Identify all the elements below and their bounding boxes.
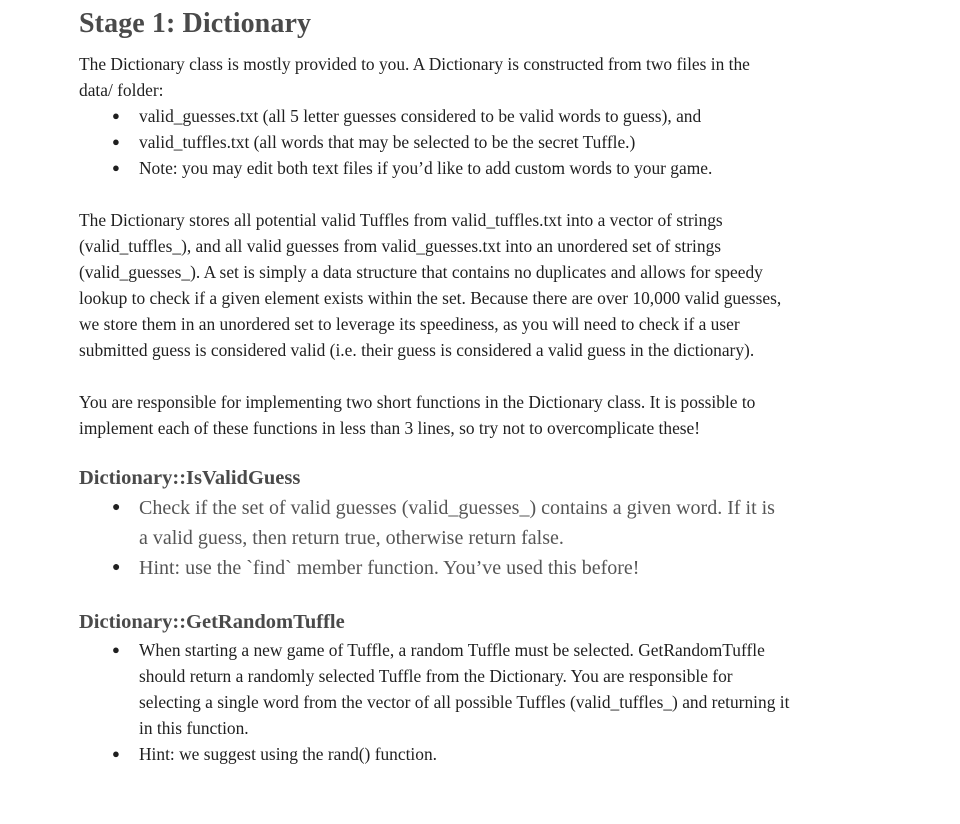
intro-line: data/ folder: [79, 80, 164, 100]
list-item: ● Hint: use the `find` member function. You’ve used this before! [79, 553, 879, 583]
bullet-icon: ● [112, 108, 120, 123]
files-list [79, 103, 879, 181]
bullet-icon: ● [112, 134, 120, 149]
isvalidguess-list [79, 493, 879, 583]
page-title: Stage 1: Dictionary [79, 8, 312, 39]
intro-line: The Dictionary class is mostly provided to you. A Dictionary is constructed from two files in the [79, 54, 750, 74]
bullet-icon: ● [112, 642, 120, 657]
bullet-icon: ● [112, 160, 120, 175]
bullet-icon: ● [112, 500, 121, 515]
getrandomtuffle-list [79, 637, 879, 767]
list-item: ● Note: you may edit both text files if you’d like to add custom words to your game. [79, 155, 879, 181]
list-item: ● valid_tuffles.txt (all words that may be selected to be the secret Tuffle.) [79, 129, 879, 155]
section-heading-getrandomtuffle: Dictionary::GetRandomTuffle [79, 611, 345, 633]
section-heading-isvalidguess: Dictionary::IsValidGuess [79, 467, 301, 489]
bullet-icon: ● [112, 746, 120, 761]
dictionary-description-paragraph: The Dictionary stores all potential valid Tuffles from valid_tuffles.txt into a vector of strings (valid_tuffles_), and all valid guesses from valid_guesses.txt into an unordered set of strings (valid_guesses_). A set is simply a data structure that contains no duplicates and allows for speedy lookup to check if a given element exists within the set. Because there are over 10,000 valid guesses, we store them in an unordered set to leverage its speediness, as you will need to check if a user submitted guess is considered valid (i.e. their guess is considered a valid guess in the dictionary). [79, 210, 782, 360]
intro-paragraph [79, 51, 879, 103]
responsibility-paragraph: You are responsible for implementing two short functions in the Dictionary class. It is possible to implement each of these functions in less than 3 lines, so try not to overcomplicate these! [79, 392, 756, 438]
bullet-icon: ● [112, 560, 121, 575]
list-item: ● Hint: we suggest using the rand() function. [79, 741, 879, 767]
document-page [79, 0, 879, 767]
list-item: ● valid_guesses.txt (all 5 letter guesses considered to be valid words to guess), and [79, 103, 879, 129]
list-item: ● Check if the set of valid guesses (valid_guesses_) contains a given word. If it is a valid guess, then return true, otherwise return false. [79, 493, 879, 553]
list-item: ● When starting a new game of Tuffle, a random Tuffle must be selected. GetRandomTuffle should return a randomly selected Tuffle from the Dictionary. You are responsible for selecting a single word from the vector of all possible Tuffles (valid_tuffles_) and returning it in this function. [79, 637, 879, 741]
